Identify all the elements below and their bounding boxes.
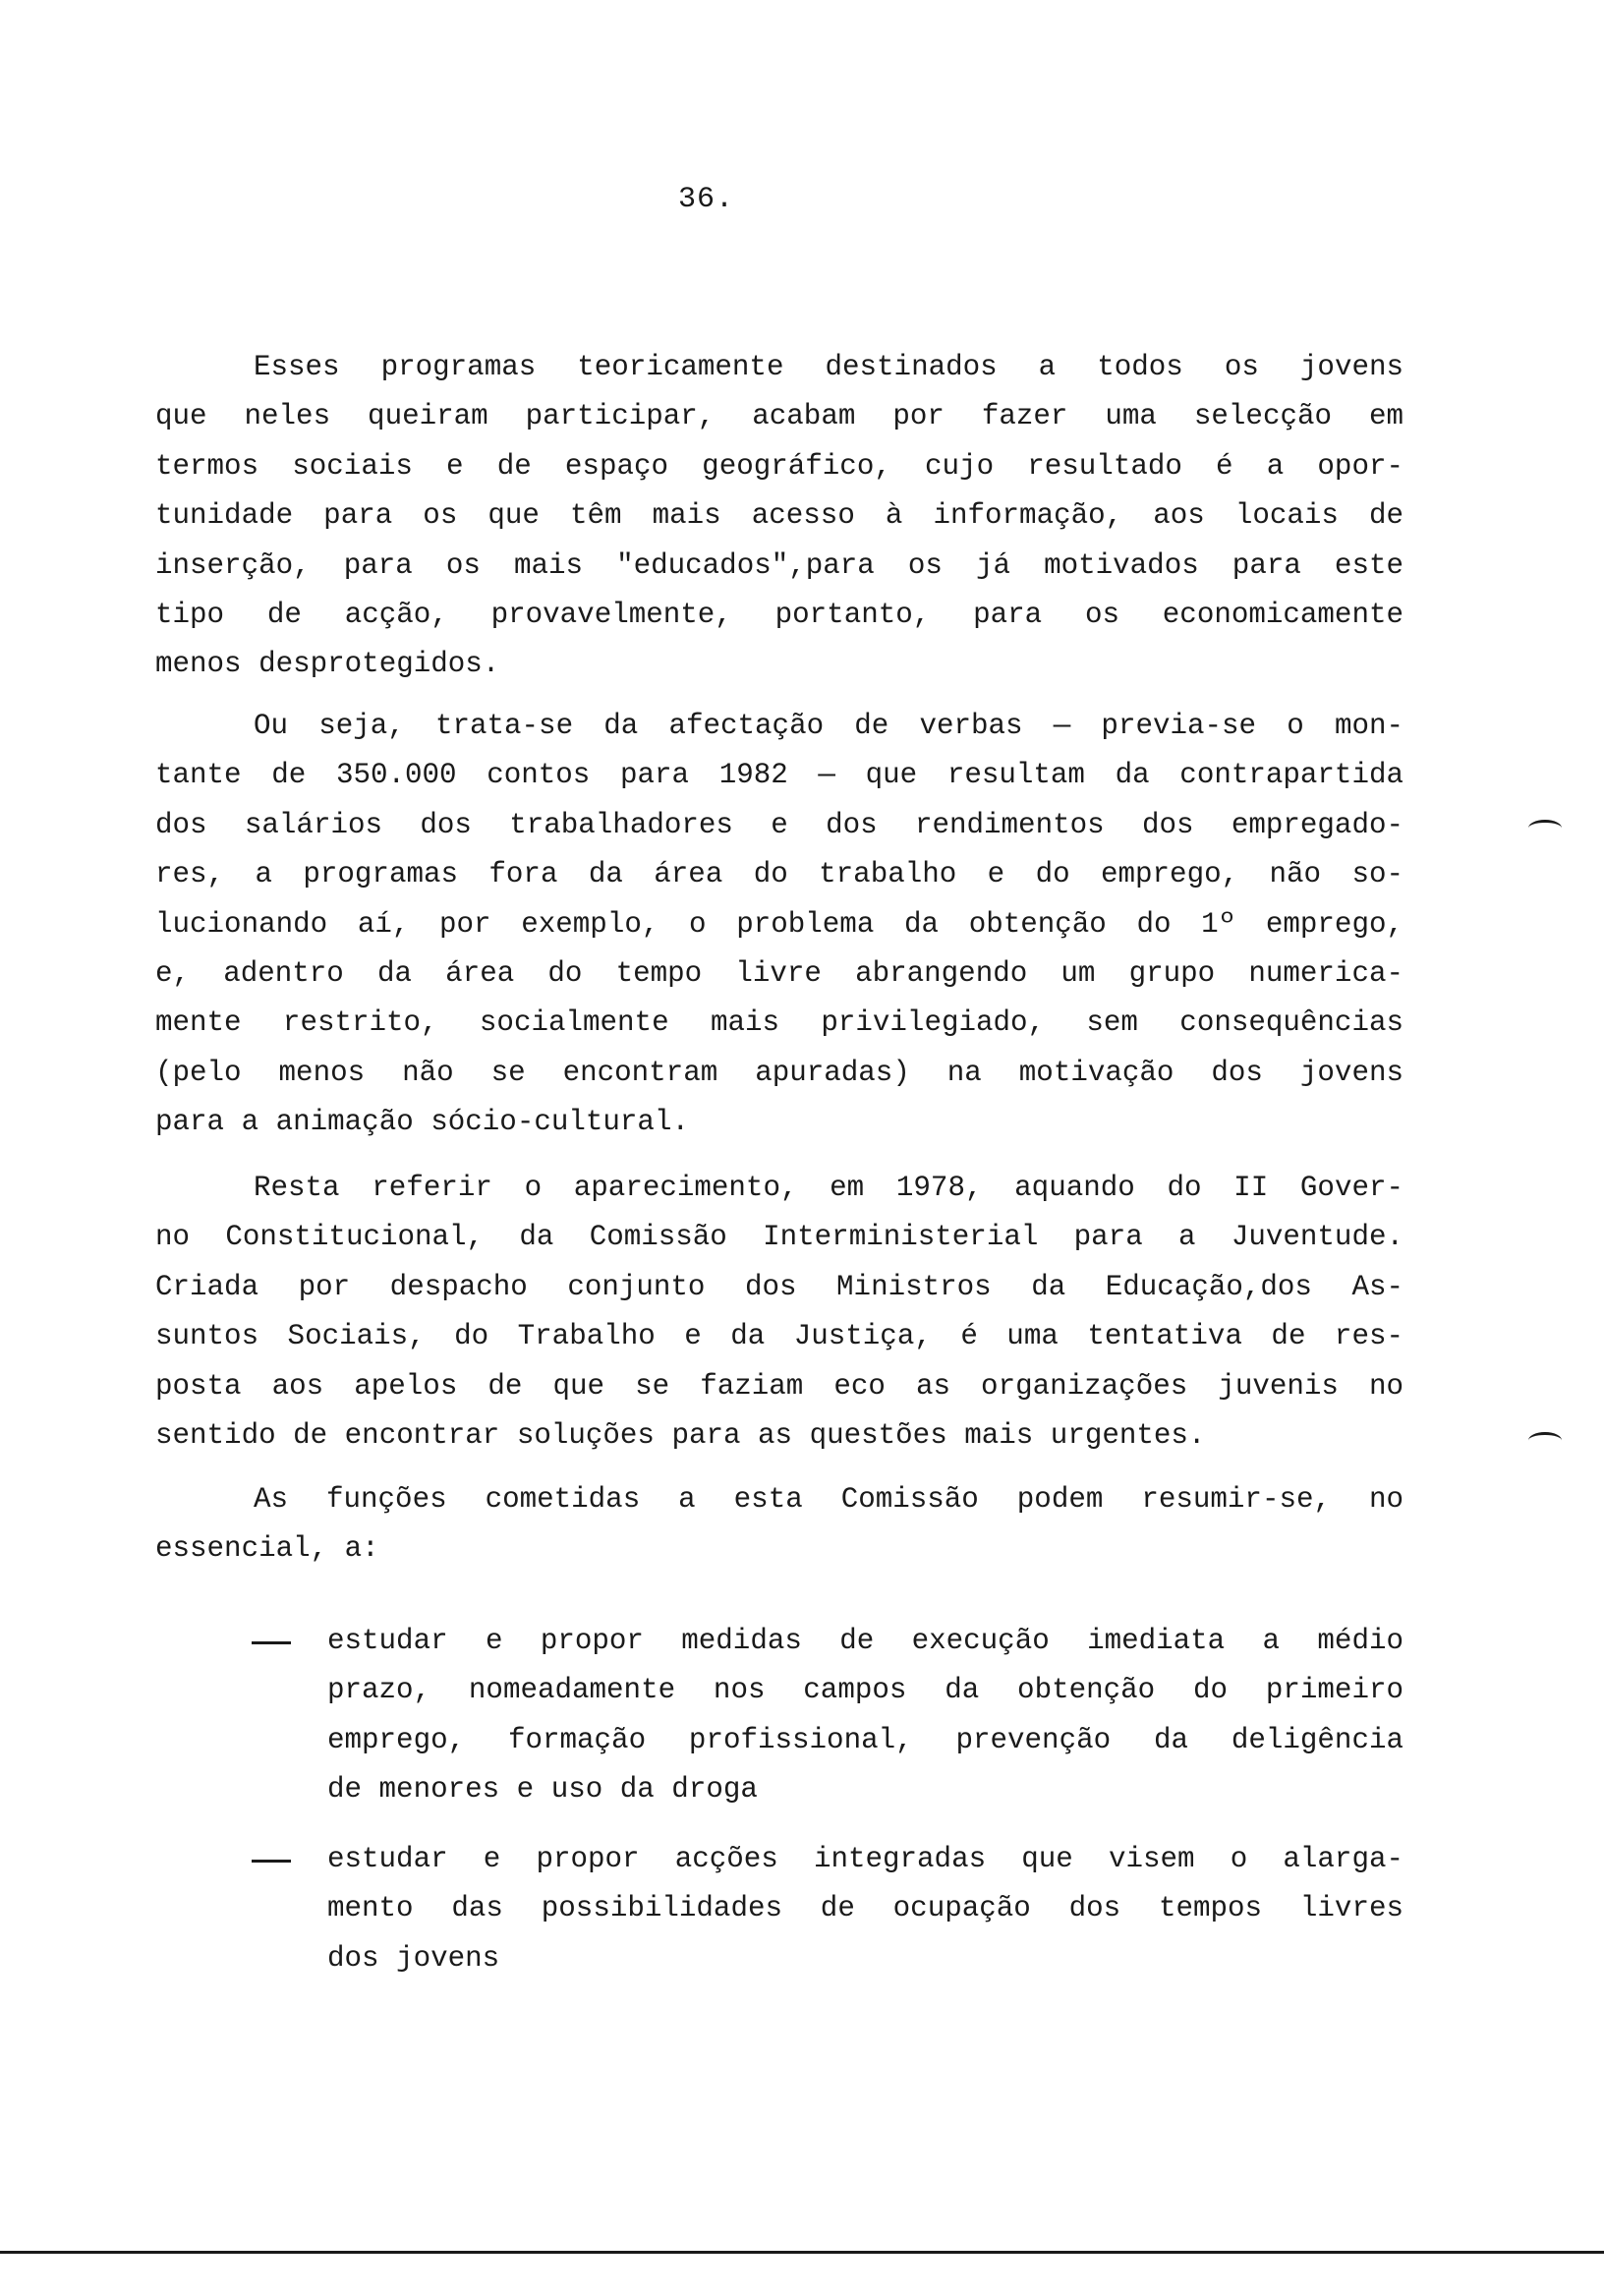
text-line: prazo, nomeadamente nos campos da obtenção do primeiro [327, 1674, 1404, 1707]
text-line: mente restrito, socialmente mais privilegiado, sem consequências [155, 1006, 1404, 1040]
footer-rule [0, 2251, 1604, 2254]
text-line: de menores e uso da droga [327, 1773, 758, 1807]
text-line: e, adentro da área do tempo livre abrangendo um grupo numerica- [155, 957, 1404, 991]
paragraph-programs [155, 343, 1404, 690]
text-line: lucionando aí, por exemplo, o problema da obtenção do 1º emprego, [155, 907, 1404, 941]
margin-mark-icon [1528, 1432, 1562, 1449]
text-line: estudar e propor acções integradas que visem o alarga- [327, 1843, 1404, 1875]
paragraph-commission [155, 1164, 1404, 1461]
text-line: Ou seja, trata-se da afectação de verbas — previa-se o mon- [254, 710, 1404, 742]
text-line: no Constitucional, da Comissão Interministerial para a Juventude. [155, 1221, 1404, 1254]
text-line: inserção, para os mais "educados",para os já motivados para este [155, 548, 1404, 582]
text-line: essencial, a: [155, 1532, 379, 1566]
text-line: dos jovens [327, 1941, 500, 1975]
text-line: Criada por despacho conjunto dos Ministros da Educação,dos As- [155, 1270, 1404, 1303]
text-line: Resta referir o aparecimento, em 1978, aquando do II Gover- [254, 1172, 1404, 1204]
margin-mark-icon [1528, 820, 1562, 836]
paragraph-funding [155, 702, 1404, 1148]
text-line: Esses programas teoricamente destinados a todos os jovens [254, 351, 1404, 383]
text-line: termos sociais e de espaço geográfico, cujo resultado é a opor- [155, 449, 1404, 483]
text-line: menos desprotegidos. [155, 648, 500, 681]
text-line: tante de 350.000 contos para 1982 — que resultam da contrapartida [155, 759, 1404, 792]
text-line: dos salários dos trabalhadores e dos rendimentos dos empregado- [155, 808, 1404, 841]
paragraph-functions [155, 1475, 1404, 1575]
text-line: res, a programas fora da área do trabalho e do emprego, não so- [155, 858, 1404, 891]
page-number: 36. [678, 183, 735, 216]
text-line: mento das possibilidades de ocupação dos tempos livres [327, 1892, 1404, 1925]
text-line: suntos Sociais, do Trabalho e da Justiça, é uma tentativa de res- [155, 1320, 1404, 1353]
text-line: As funções cometidas a esta Comissão podem resumir-se, no [254, 1483, 1404, 1516]
text-line: posta aos apelos de que se faziam eco as organizações juvenis no [155, 1369, 1404, 1403]
text-line: emprego, formação profissional, prevenção da deligência [327, 1723, 1404, 1756]
text-line: estudar e propor medidas de execução imediata a médio [327, 1625, 1404, 1657]
text-line: sentido de encontrar soluções para as questões mais urgentes. [155, 1419, 1206, 1453]
list-item [155, 1835, 1404, 1983]
list-item [155, 1617, 1404, 1815]
text-line: para a animação sócio-cultural. [155, 1106, 689, 1139]
text-line: tipo de acção, provavelmente, portanto, para os economicamente [155, 599, 1404, 632]
text-line: que neles queiram participar, acabam por fazer uma selecção em [155, 400, 1404, 433]
text-line: tunidade para os que têm mais acesso à informação, aos locais de [155, 499, 1404, 533]
text-line: (pelo menos não se encontram apuradas) na motivação dos jovens [155, 1056, 1404, 1089]
